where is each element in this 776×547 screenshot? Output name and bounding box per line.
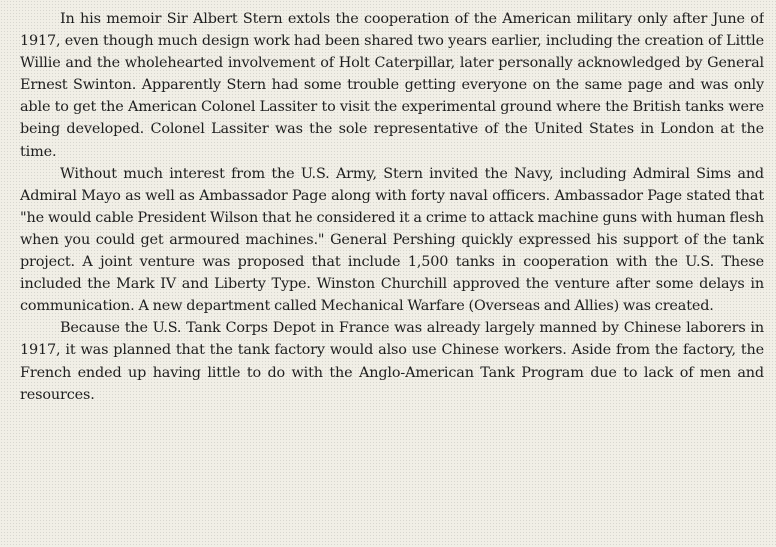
document-page: [20, 8, 764, 538]
paragraph-tank-corps-depot: Because the U.S. Tank Corps Depot in France was already largely manned by Chinese laborers in 1917, it was planned that the tank factory would also use Chinese workers. Aside from the factory, the French ended up having little to do with the Anglo-American Tank Program due to lack of men and resources.: [20, 320, 764, 403]
paragraph-navy-invitation: Without much interest from the U.S. Army, Stern invited the Navy, including Admiral Sims and Admiral Mayo as well as Ambassador Page along with forty naval officers. Ambassador Page stated that "he would cable President Wilson that he considered it a crime to attack machine guns with human flesh when you could get armoured machines." General Pershing quickly expressed his support of the tank project. A joint venture was proposed that include 1,500 tanks in cooperation with the U.S. These included the Mark IV and Liberty Type. Winston Churchill approved the venture after some delays in communication. A new department called Mechanical Warfare (Overseas and Allies) was created.: [20, 165, 764, 315]
paragraph-stern-memoir: In his memoir Sir Albert Stern extols the cooperation of the American military only after June of 1917, even though much design work had been shared two years earlier, including the creation of Little Willie and the wholehearted involvement of Holt Caterpillar, later personally acknowledged by General Ernest Swinton. Apparently Stern had some trouble getting everyone on the same page and was only able to get the American Colonel Lassiter to visit the experimental ground where the British tanks were being developed. Colonel Lassiter was the sole representative of the United States in London at the time.: [20, 11, 764, 160]
